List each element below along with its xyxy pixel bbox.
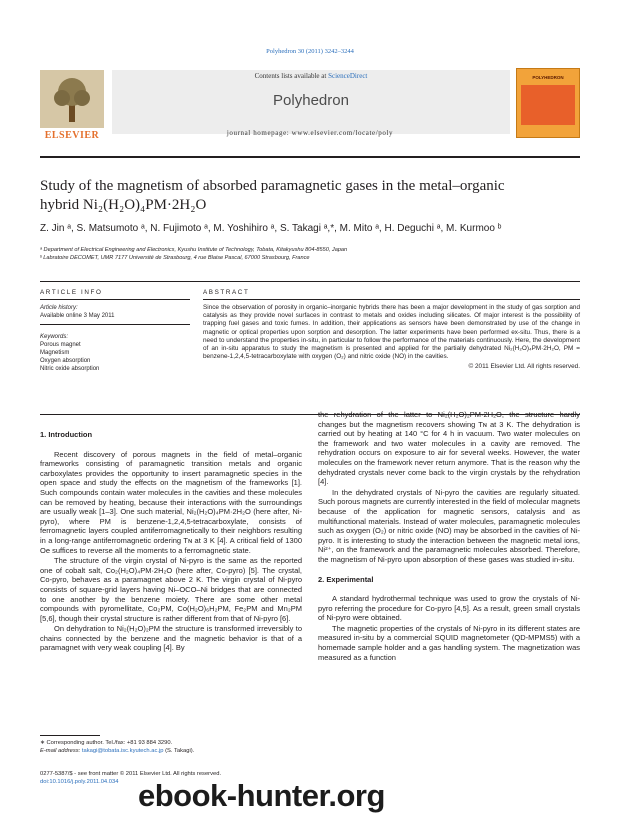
footnote — [40, 739, 302, 755]
contents-line — [112, 72, 510, 80]
history-value: Available online 3 May 2011 — [40, 313, 115, 319]
article-info-heading: ARTICLE INFO — [40, 289, 103, 296]
contents-prefix: Contents lists available at — [254, 72, 329, 80]
article-title — [40, 177, 580, 215]
tree-icon — [40, 70, 104, 128]
journal-title: Polyhedron — [273, 92, 349, 109]
keywords-label: Keywords: — [40, 333, 69, 340]
history-label: Article history: — [40, 305, 78, 311]
header-divider — [40, 156, 580, 158]
cover-title: POLYHEDRON — [532, 75, 564, 80]
affiliation-a: ᵃ Department of Electrical Engineering and Electronics, Kyushu Institute of Technology, Tobata, Kitakyushu 804-8550, Japan — [40, 247, 348, 253]
journal-homepage[interactable]: journal homepage: www.elsevier.com/locate/poly — [226, 129, 394, 137]
keywords-box — [40, 333, 190, 373]
title-line-2: hybrid Ni₂(H₂O)₄PM·2H₂O — [40, 197, 207, 213]
paragraph: A standard hydrothermal technique was used to grow the crystals of Ni-pyro referring the procedure for Co-pyro [4,5]. As a result, green small crystals of Ni-pyro were obtained. — [318, 594, 580, 623]
cover-graphic — [521, 85, 575, 125]
footnote-divider — [40, 735, 100, 736]
abstract-divider — [203, 299, 580, 300]
abstract-text: Since the observation of porosity in organic–inorganic hybrids there has been a major development in the study of gas sorption and catalysis as they provide novel surfaces in contrast to metals and oxides including silicates. Of major interest is the possibility of trapping fuel gases and toxic fumes. In addition, their applications as sensors have been demonstrated by use of the change in magnetic or optical properties upon sorption and desorption. The latter experiments have been performed ex-situ. Thus, there is a need to understand the properties in-situ, in particular to follow the performance of the materials continuously. Here, the development of an in-situ apparatus to study the magnetism is presented and applied for the partially dehydrated Ni₂(H₂O)₄PM·2H₂O, PM = benzene-1,2,4,5-tetracarboxylate with oxygen (O₂) and nitric oxide (NO) in the cavities. — [203, 304, 580, 361]
corresponding-author: ∗ Corresponding author. Tel./fax: +81 93 884 3290. — [40, 740, 173, 746]
paragraph: In the dehydrated crystals of Ni-pyro the cavities are regularly situated. Such porous magnets are currently interested in the field of molecular magnets because of the application for magnetic sensors, catalysis and as multifunctional materials. Instead of water molecules, paramagnetic molecules such as oxygen (O₂) or nitric oxide (NO) may be absorbed in the cavities of Ni-pyro. It is interesting to study the interaction between the magnetic metal ions, Ni²⁺, on the framework and the paramagnetic molecules absorbed. Therefore, the magnetism of Ni-pyro upon absorption of these gases was studied in-situ. — [318, 487, 580, 564]
affiliation-divider — [40, 281, 580, 282]
email-link[interactable]: takagi@tobata.isc.kyutech.ac.jp — [81, 748, 164, 754]
paragraph: On dehydration to Ni₂(H₂O)₂PM the structure is transformed irreversibly to chains connected by the benzene and the magnetic behavior is that of a paramagnet with very weak coupling [4]. By — [40, 624, 302, 653]
copyright: © 2011 Elsevier Ltd. All rights reserved. — [468, 363, 580, 371]
affiliations — [40, 246, 580, 262]
issn-line: 0277-5387/$ - see front matter © 2011 Elsevier Ltd. All rights reserved. — [40, 771, 222, 777]
email-suffix: (S. Takagi). — [163, 748, 195, 754]
journal-masthead — [40, 62, 580, 142]
affiliation-b: ᵇ Labratoire DECOMET, UMR 7177 Université de Strasbourg, 4 rue Blaise Pascal, 67000 Strasbourg, France — [40, 255, 310, 261]
paragraph: the rehydration of the latter to Ni₂(H₂O)₂PM·2H₂O, the structure hardly changes but the magnetism recovers showing Tɴ at 3 K. The dehydration is carried out by heating at 140 °C for 4 h in vacuum. Two water molecules on the framework and two water molecules in a cavity are removed. The rehydration occurs on exposure to air for several weeks. However, the water molecules on the framework never return anymore. That is the reason why the dehydrated crystals never come back to the virgin crystals by the rehydration [4]. — [318, 410, 580, 487]
body-column-right — [318, 410, 580, 663]
journal-cover-image — [516, 68, 580, 138]
journal-banner — [112, 70, 510, 134]
section-heading-experimental: 2. Experimental — [318, 574, 374, 584]
email-label: E-mail address: — [40, 748, 82, 754]
keyword: Porous magnet — [40, 341, 81, 348]
keyword: Oxygen absorption — [40, 357, 91, 364]
keyword: Magnetism — [40, 349, 70, 356]
title-line-1: Study of the magnetism of absorbed paramagnetic gases in the metal–organic — [40, 178, 505, 194]
body-column-left — [40, 430, 302, 654]
sciencedirect-link[interactable]: ScienceDirect — [328, 72, 368, 80]
abstract — [203, 304, 580, 372]
keywords-divider — [40, 324, 190, 325]
section-heading-introduction: 1. Introduction — [40, 430, 93, 439]
publisher-name: ELSEVIER — [44, 130, 100, 141]
paragraph: Recent discovery of porous magnets in the field of metal–organic frameworks consisting of paramagnetic transition metals and organic carboxylates provides the opportunity to insert paramagnetic species in the open space and study the effects on the magnetism of the frameworks [1]. Such compounds contain water molecules in the cavities and these molecules can be removed by heating, because their interactions with the surroundings are usually weak [1–3]. One such material, Ni₂(H₂O)₄PM·2H₂O (here after, Ni-pyro), where PM is benzene-1,2,4,5-tetracarboxylate, consists of ferromagnetic layers coupled antiferromagnetically to their neighbors resulting in a long-range antiferromagnetic ordering Tɴ at 3 K [4]. A critical field of 1300 Oe suffices to reverse all the moments to a ferromagnetic state. — [40, 449, 302, 555]
keyword: Nitric oxide absorption — [40, 365, 100, 372]
watermark: ebook-hunter.org — [138, 778, 385, 813]
abstract-heading: ABSTRACT — [203, 289, 250, 296]
article-info — [40, 304, 190, 373]
email-line — [40, 747, 302, 755]
paragraph: The structure of the virgin crystal of Ni-pyro is the same as the reported one of cobalt salt, Co₂(H₂O)₄PM·2H₂O (here after, Co-pyro) [5]. The crystal, Co-pyro, behaves as a paramagnet above 2 K. The virgin crystal of Ni-pyro consists of square-grid layers having Ni–OCO–Ni bridges that are connected to one another by the benzene moiety. There are some other metal compounds with pyromellitate, Co₂PM, Co(H₂O)₆H₂PM, Fe₂PM and Mn₂PM [5,6], though their crystal structure is rather different from that of Ni-pyro [6]. — [40, 556, 302, 623]
doi-link[interactable]: doi:10.1016/j.poly.2011.04.034 — [40, 779, 119, 785]
journal-citation[interactable]: Polyhedron 30 (2011) 3242–3244 — [266, 48, 354, 55]
paragraph: The magnetic properties of the crystals of Ni-pyro in its different states are measured in-situ by a commercial SQUID magnetometer (QD-MPMS5) with a homemade sample holder and a gas handling system. The magnetization was measured as a function — [318, 623, 580, 662]
author-list: Z. Jin ᵃ, S. Matsumoto ᵃ, N. Fujimoto ᵃ, M. Yoshihiro ᵃ, S. Takagi ᵃ,*, M. Mito ᵃ, H. Deguchi ᵃ, M. Kurmoo ᵇ — [40, 223, 502, 234]
info-divider — [40, 299, 190, 300]
